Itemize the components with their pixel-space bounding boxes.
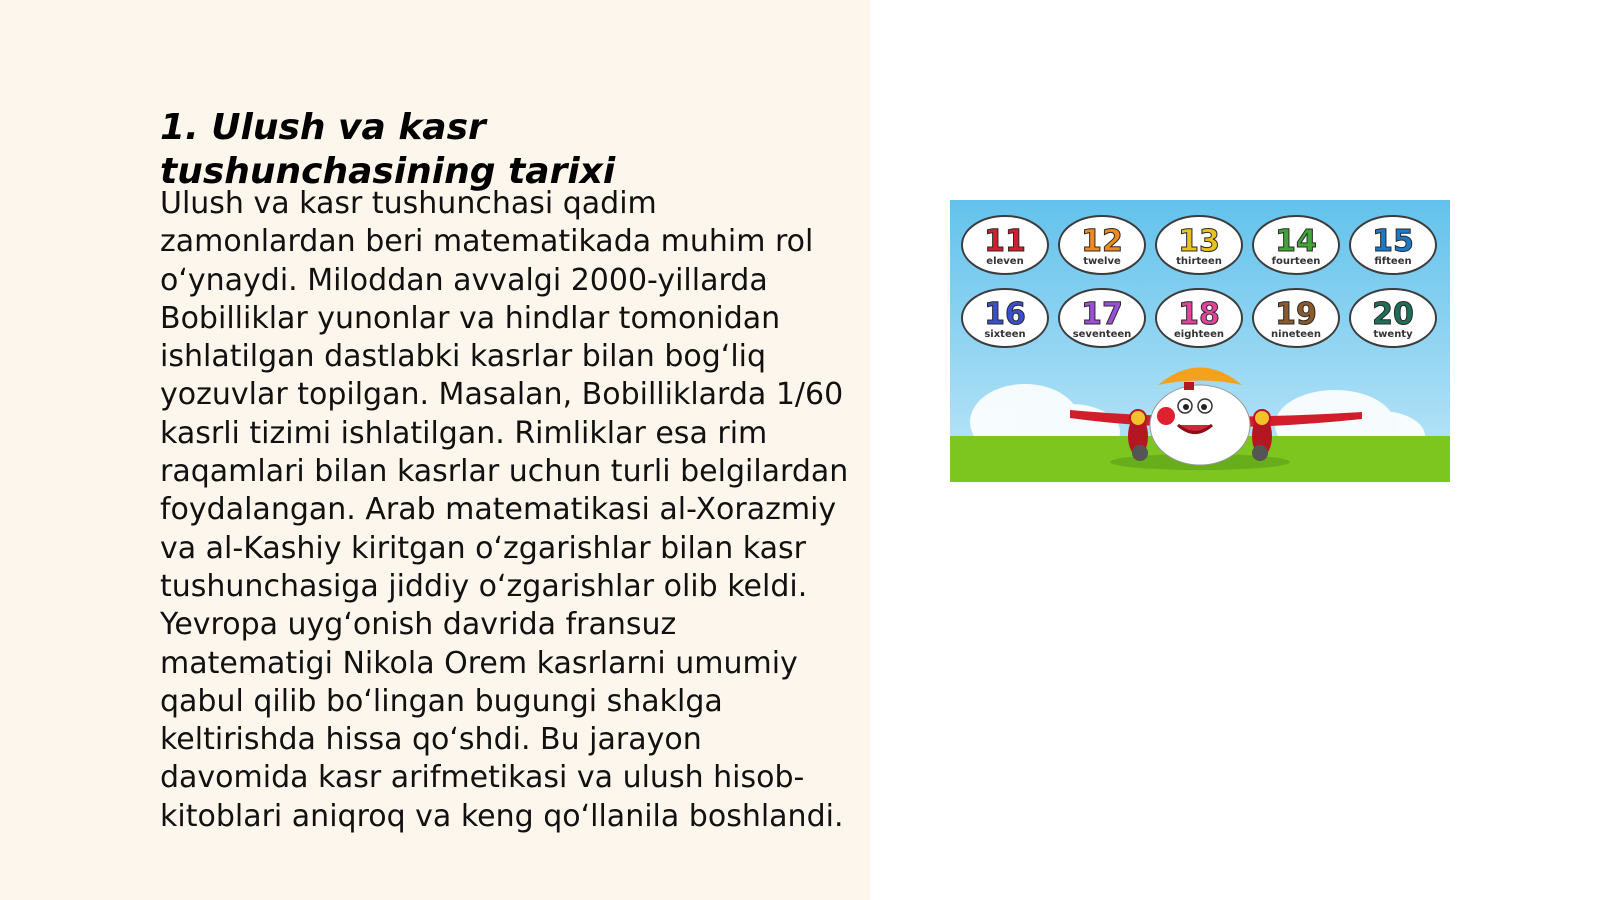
number-badge <box>1350 216 1436 274</box>
badge-number: 18 <box>1178 297 1220 332</box>
number-badge <box>962 216 1048 274</box>
badge-word: eleven <box>986 256 1024 267</box>
number-badge <box>1059 216 1145 274</box>
slide-title: 1. Ulush va kasr tushunchasining tarixi <box>160 107 616 192</box>
number-badge <box>962 289 1048 347</box>
badge-word: thirteen <box>1176 256 1222 267</box>
badge-word: fifteen <box>1374 256 1412 267</box>
numbers-illustration-graphic <box>950 200 1450 482</box>
badge-number: 12 <box>1081 224 1123 259</box>
badge-number: 13 <box>1178 224 1220 259</box>
badge-number: 19 <box>1275 297 1317 332</box>
number-badge <box>1156 289 1242 347</box>
badge-number: 14 <box>1275 224 1317 259</box>
badge-number: 17 <box>1081 297 1123 332</box>
number-badge <box>1253 216 1339 274</box>
badge-word: nineteen <box>1271 329 1321 340</box>
slide-body-text: Ulush va kasr tushunchasi qadim zamonlardan beri matematikada muhim rol oʻynaydi. Miloddan avvalgi 2000-yillarda Bobilliklar yunonlar va hindlar tomonidan ishlatilgan dastlabki kasrlar bilan bogʻliq yozuvlar topilgan. Masalan, Bobilliklarda 1/60 kasrli tizimi ishlatilgan. Rimliklar esa rim raqamlari bilan kasrlar uchun turli belgilardan foydalangan. Arab matematikasi al-Xorazmiy va al-Kashiy kiritgan oʻzgarishlar bilan kasr tushunchasiga jiddiy oʻzgarishlar olib keldi. Yevropa uygʻonish davrida fransuz matematigi Nikola Orem kasrlarni umumiy qabul qilib boʻlingan bugungi shaklga keltirishda hissa qoʻshdi. Bu jarayon davomida kasr arifmetikasi va ulush hisob-kitoblari aniqroq va keng qoʻllanila boshlandi. <box>160 186 849 834</box>
badge-word: fourteen <box>1271 256 1321 267</box>
badge-number: 16 <box>984 297 1026 332</box>
badge-number: 20 <box>1372 297 1414 332</box>
badge-word: eighteen <box>1174 329 1224 340</box>
badge-word: twenty <box>1373 329 1413 340</box>
badge-number: 11 <box>984 224 1026 259</box>
badge-number: 15 <box>1372 224 1414 259</box>
badge-word: twelve <box>1083 256 1121 267</box>
numbers-illustration <box>950 200 1450 482</box>
badge-word: sixteen <box>984 329 1026 340</box>
number-badge <box>1253 289 1339 347</box>
number-badge <box>1350 289 1436 347</box>
badge-word: seventeen <box>1072 329 1132 340</box>
number-badge <box>1156 216 1242 274</box>
number-badge <box>1059 289 1145 347</box>
